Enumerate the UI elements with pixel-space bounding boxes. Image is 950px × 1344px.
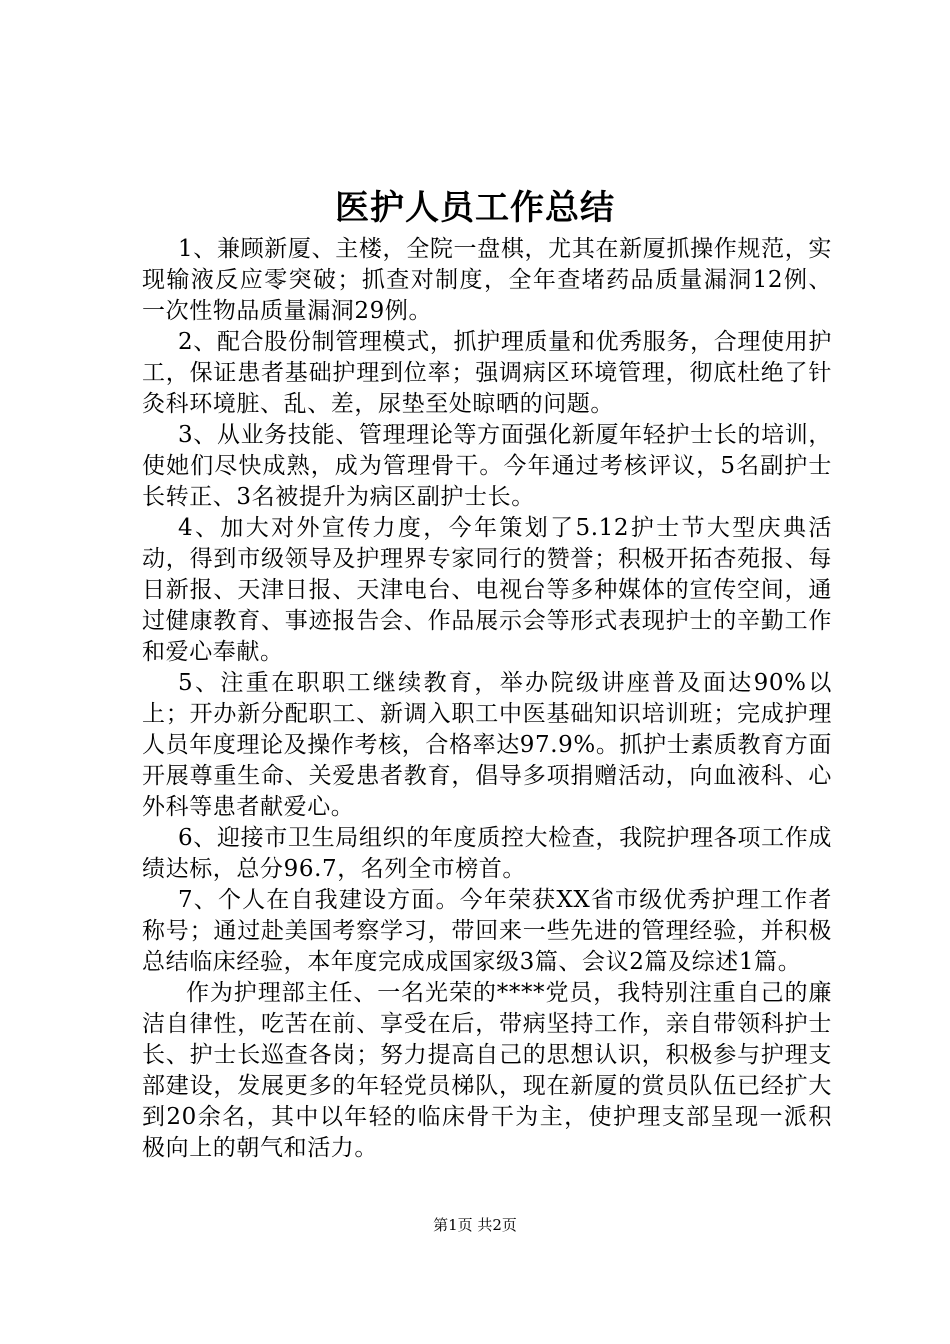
page-number-footer: 第1页 共2页 bbox=[433, 1216, 517, 1234]
paragraph-7: 7、个人在自我建设方面。今年荣获XX省市级优秀护理工作者称号；通过赴美国考察学习，带回来一些先进的管理经验，并积极总结临床经验，本年度完成成国家级3篇、会议2篇及综述1篇。 bbox=[142, 887, 832, 975]
document-body bbox=[142, 234, 832, 1164]
paragraph-2: 2、配合股份制管理模式，抓护理质量和优秀服务，合理使用护工，保证患者基础护理到位率；强调病区环境管理，彻底杜绝了针灸科环境脏、乱、差，尿垫至处晾晒的问题。 bbox=[142, 329, 832, 417]
paragraph-8: 作为护理部主任、一名光荣的****党员，我特别注重自己的廉洁自律性，吃苦在前、享受在后，带病坚持工作，亲自带领科护士长、护士长巡查各岗；努力提高自己的思想认识，积极参与护理支部建设，发展更多的年轻党员梯队，现在新厦的赏员队伍已经扩大到20余名，其中以年轻的临床骨干为主，使护理支部呈现一派积极向上的朝气和活力。 bbox=[142, 980, 832, 1161]
document-title: 医护人员工作总结 bbox=[335, 188, 615, 228]
paragraph-5: 5、注重在职职工继续教育，举办院级讲座普及面达90%以上；开办新分配职工、新调入职工中医基础知识培训班；完成护理人员年度理论及操作考核，合格率达97.9%。抓护士素质教育方面开展尊重生命、关爱患者教育，倡导多项捐赠活动，向血液科、心外科等患者献爱心。 bbox=[142, 670, 832, 820]
paragraph-6: 6、迎接市卫生局组织的年度质控大检查，我院护理各项工作成绩达标，总分96.7，名列全市榜首。 bbox=[142, 825, 832, 882]
paragraph-4: 4、加大对外宣传力度，今年策划了5.12护士节大型庆典活动，得到市级领导及护理界专家同行的赞誉；积极开拓杏苑报、每日新报、天津日报、天津电台、电视台等多种媒体的宣传空间，通过健康教育、事迹报告会、作品展示会等形式表现护士的辛勤工作和爱心奉献。 bbox=[142, 515, 832, 665]
paragraph-1: 1、兼顾新厦、主楼，全院一盘棋，尤其在新厦抓操作规范，实现输液反应零突破；抓查对制度，全年查堵药品质量漏洞12例、一次性物品质量漏洞29例。 bbox=[142, 236, 832, 324]
paragraph-3: 3、从业务技能、管理理论等方面强化新厦年轻护士长的培训，使她们尽快成熟，成为管理骨干。今年通过考核评议，5名副护士长转正、3名被提升为病区副护士长。 bbox=[142, 422, 832, 510]
